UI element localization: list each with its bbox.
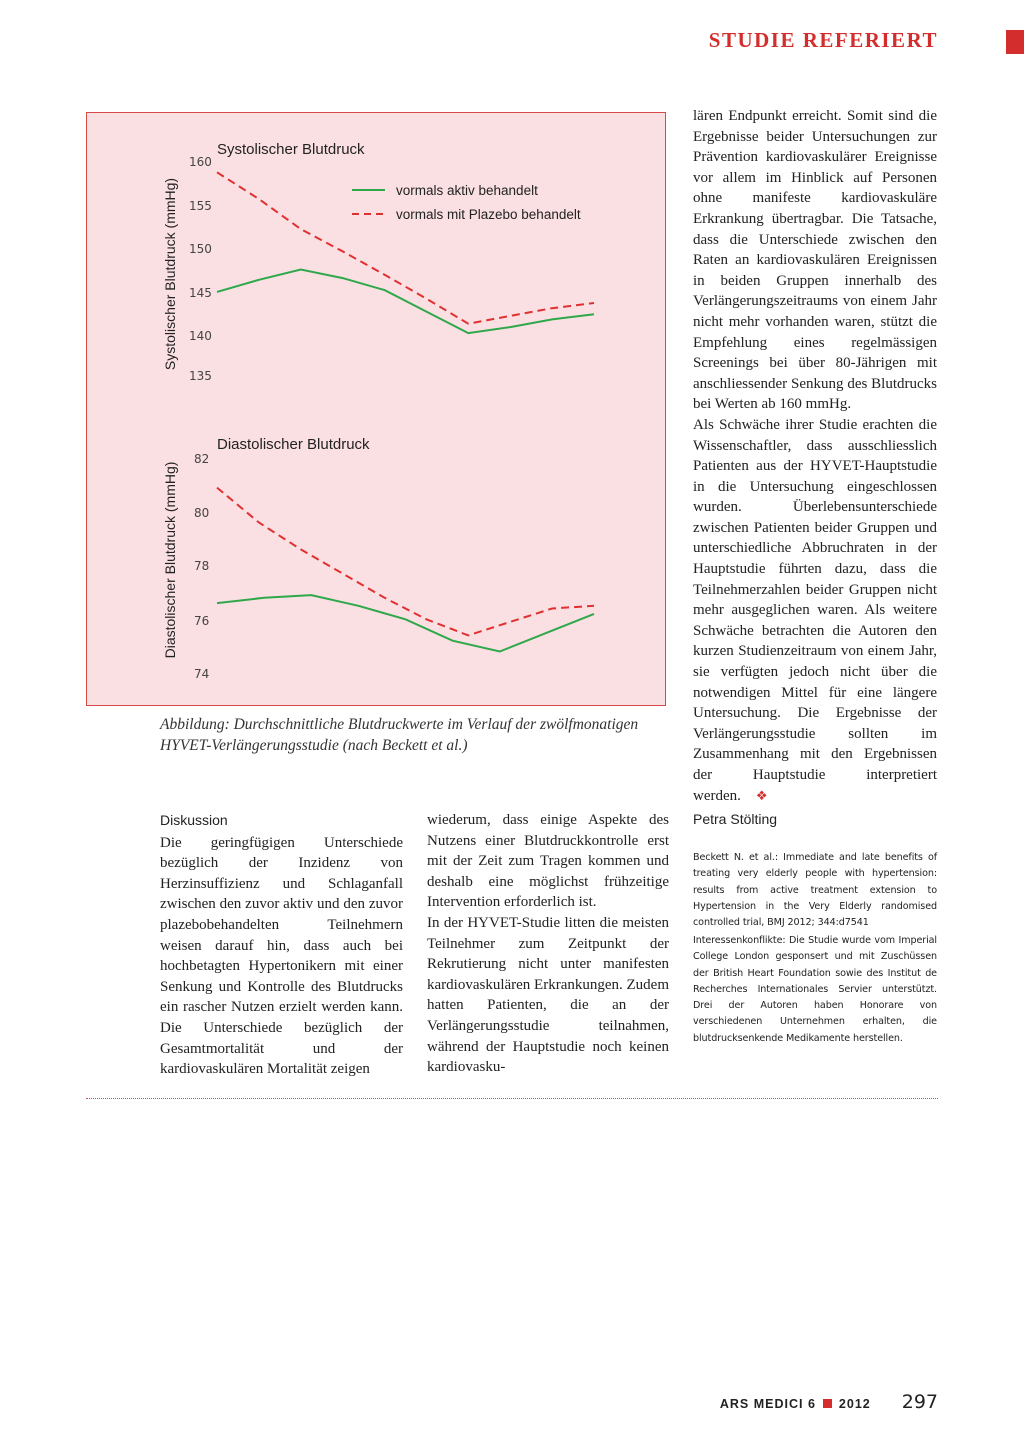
middle-paragraph-2: In der HYVET-Studie litten die meisten Teilnehmer zum Zeitpunkt der Rekrutierung nicht unter manifesten kardiovaskulären Erkrankungen. Zudem hatten Patienten, die an der Verlängerungsstudie teilnahmen, während der Hauptstudie noch keinen kardiovasku- <box>427 914 669 1076</box>
systolic-chart-title: Systolischer Blutdruck <box>217 141 365 158</box>
footer-square-icon <box>823 1399 832 1408</box>
diastolic-line-active <box>217 595 594 651</box>
diastolic-y-tick: 74 <box>194 667 210 681</box>
section-marker <box>1006 30 1024 54</box>
systolic-y-ticks <box>189 155 212 383</box>
end-of-article-icon: ❖ <box>755 787 768 803</box>
systolic-y-axis-label: Systolischer Blutdruck (mmHg) <box>162 177 178 371</box>
column-right <box>693 106 937 806</box>
page-number: 297 <box>901 1391 938 1413</box>
diastolic-y-tick: 78 <box>194 559 210 573</box>
systolic-y-tick: 135 <box>189 369 212 383</box>
diastolic-y-tick: 76 <box>194 614 210 628</box>
column-middle <box>427 810 669 1078</box>
chart-legend <box>352 183 581 222</box>
discussion-heading: Diskussion <box>160 812 228 828</box>
right-paragraph-2: Als Schwäche ihrer Studie erachten die Wissenschaftler, dass ausschliesslich Patienten aus der HYVET-Hauptstudie in die Untersuchung eingeschlossen wurden. Überlebensunterschiede zwischen Patienten beider Gruppen und unterschiedliche Abbruchraten in der Hauptstudie führten dazu, dass die Teilnehmerzahlen beider Gruppen nicht mehr ausgeglichen waren. Als weitere Schwäche betrachten die Autoren den kurzen Studienzeitraum von einem Jahr, sie verfügten jedoch nicht über die notwendigen Mittel für eine längere Untersuchung. Die Ergebnisse der Verlängerungsstudie sollten im Zusammenhang mit den Ergebnissen der Hauptstudie interpretiert werden. <box>693 416 937 804</box>
journal-issue: ARS MEDICI 6 <box>719 1397 816 1411</box>
diastolic-line-placebo <box>217 488 594 636</box>
caption-line-1: Abbildung: Durchschnittliche Blutdruckwerte im Verlauf der zwölfmonatigen <box>160 716 639 733</box>
dotted-divider <box>86 1098 938 1099</box>
systolic-y-tick: 160 <box>189 155 212 169</box>
diastolic-chart-title: Diastolischer Blutdruck <box>217 436 370 453</box>
diastolic-y-tick: 80 <box>194 506 210 520</box>
systolic-y-tick: 150 <box>189 242 212 256</box>
diastolic-series <box>217 488 594 652</box>
right-paragraph-1: lären Endpunkt erreicht. Somit sind die Ergebnisse beider Untersuchungen zur Prävention kardiovaskulärer Ereignisse vor allem im Hinblick auf Personen ohne manifeste kardiovaskuläre Erkrankung übertragbar. Die Tatsache, dass die Unterschiede zwischen den Raten an kardiovaskulären Ereignissen in beiden Gruppen innerhalb des Verlängerungszeitraums von einem Jahr nicht mehr vorhanden waren, stützt die Empfehlung eines regelmässigen Screenings bei über 80-Jährigen mit anschliessender Senkung des Blutdrucks bei Werten ab 160 mmHg. <box>693 108 937 413</box>
author-name: Petra Stölting <box>693 811 778 827</box>
legend-label-active: vormals aktiv behandelt <box>396 183 538 198</box>
figure-caption <box>160 714 680 756</box>
column-discussion <box>160 810 403 1080</box>
caption-line-2: HYVET-Verlängerungsstudie (nach Beckett et al.) <box>160 737 468 754</box>
middle-paragraph-1: wiederum, dass einige Aspekte des Nutzens einer Blutdruckkontrolle erst mit der Zeit zum Tragen kommen und deshalb eine möglichst frühzeitige Intervention erforderlich ist. <box>427 812 669 911</box>
journal-year: 2012 <box>838 1397 871 1411</box>
reference-citation: Beckett N. et al.: Immediate and late benefits of treating very elderly people with hypertension: results from active treatment extension to Hypertension in the Very Elderly randomised controlled trial, BMJ 2012; 344:d7541 <box>693 852 937 929</box>
conflict-of-interest-note: Interessenkonflikte: Die Studie wurde vom Imperial College London gesponsert und mit Zuschüssen der British Heart Foundation sowie des Institut de Recherches Internationales Servier unterstützt. Drei der Autoren haben Honorare von verschiedenen Unternehmen erhalten, die blutdrucksenkende Medikamente herstellen. <box>693 935 937 1044</box>
diastolic-y-ticks <box>194 452 209 681</box>
blood-pressure-figure <box>86 112 666 706</box>
diastolic-y-tick: 82 <box>194 452 210 466</box>
systolic-y-tick: 155 <box>189 199 212 213</box>
page-footer <box>720 1391 938 1413</box>
systolic-line-active <box>217 270 594 334</box>
discussion-paragraph: Die geringfügigen Unterschiede bezüglich der Inzidenz von Herzinsuffizienz und Schlaganfall zwischen den zuvor aktiv und den zuvor plazebobehandelten Teilnehmern weisen darauf hin, dass auch bei hochbetagten Hypertonikern mit einer Senkung und Kontrolle des Blutdrucks ein rascher Nutzen erzielt werden kann. Die Unterschiede bezüglich der Gesamtmortalität und der kardiovaskulären Mortalität zeigen <box>160 834 403 1078</box>
section-title: STUDIE REFERIERT <box>708 28 938 52</box>
systolic-y-tick: 145 <box>189 286 212 300</box>
legend-label-placebo: vormals mit Plazebo behandelt <box>396 207 581 222</box>
systolic-y-tick: 140 <box>189 329 212 343</box>
diastolic-y-axis-label: Diastolischer Blutdruck (mmHg) <box>162 461 178 659</box>
